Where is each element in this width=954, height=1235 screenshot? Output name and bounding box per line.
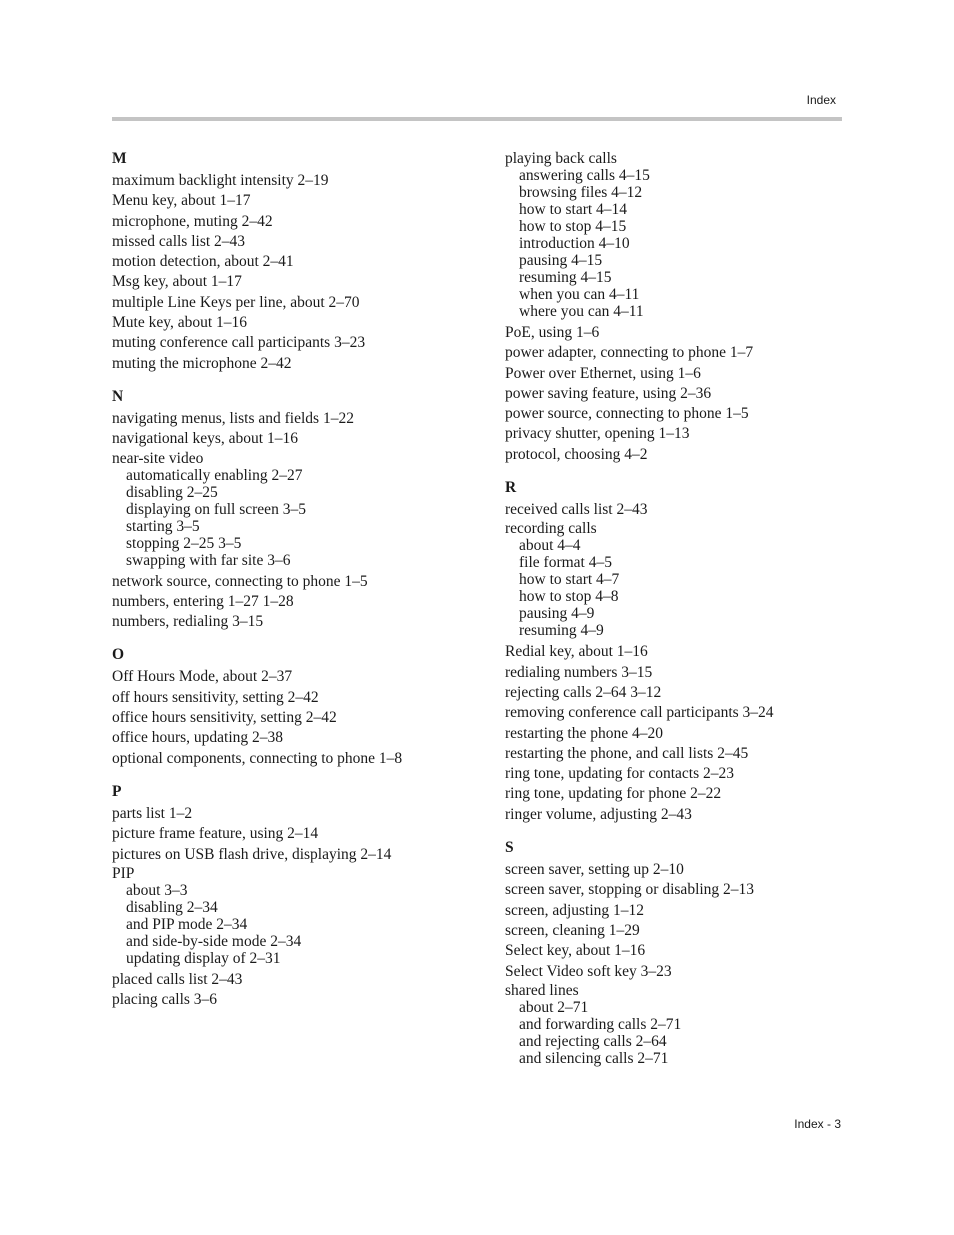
index-entry: screen saver, stopping or disabling 2–13: [505, 881, 755, 899]
index-subentry: and PIP mode 2–34: [126, 915, 248, 933]
index-entry: privacy shutter, opening 1–13: [505, 425, 690, 443]
index-entry: muting conference call participants 3–23: [112, 334, 366, 352]
index-subentry: when you can 4–11: [519, 286, 640, 303]
index-subentry: stopping 2–25 3–5: [126, 534, 242, 552]
index-entry: shared lines: [505, 981, 579, 999]
index-subentry: disabling 2–34: [126, 898, 218, 916]
index-entry: ring tone, updating for phone 2–22: [505, 785, 722, 803]
section-letter: P: [112, 782, 122, 800]
index-entry: power saving feature, using 2–36: [505, 384, 712, 402]
index-entry: office hours sensitivity, setting 2–42: [112, 709, 337, 727]
index-entry: parts list 1–2: [112, 804, 193, 822]
index-entry: Mute key, about 1–16: [112, 314, 248, 332]
header-rule: [112, 117, 842, 121]
index-subentry: where you can 4–11: [519, 303, 644, 320]
running-header: Index: [806, 93, 836, 107]
index-entry: Power over Ethernet, using 1–6: [505, 364, 701, 382]
index-entry: Menu key, about 1–17: [112, 192, 251, 210]
index-section: [112, 150, 482, 374]
index-entry: PoE, using 1–6: [505, 324, 600, 341]
index-entry: muting the microphone 2–42: [112, 354, 292, 372]
section-letter: O: [112, 646, 125, 664]
index-entry: maximum backlight intensity 2–19: [112, 172, 329, 189]
section-letter: R: [505, 479, 517, 497]
index-subentry: resuming 4–9: [519, 622, 604, 640]
index-entry: ringer volume, adjusting 2–43: [505, 805, 692, 823]
index-entry: rejecting calls 2–64 3–12: [505, 683, 662, 701]
index-subentry: automatically enabling 2–27: [126, 466, 303, 484]
section-letter: M: [112, 150, 127, 167]
index-entry: screen, cleaning 1–29: [505, 921, 640, 939]
index-entry: recording calls: [505, 520, 597, 538]
index-entry: ring tone, updating for contacts 2–23: [505, 765, 735, 783]
index-entry: Off Hours Mode, about 2–37: [112, 668, 293, 686]
index-subentry: disabling 2–25: [126, 483, 218, 501]
index-section: [112, 646, 482, 768]
index-entry: multiple Line Keys per line, about 2–70: [112, 293, 360, 311]
index-subentry: introduction 4–10: [519, 235, 630, 252]
index-subentry: resuming 4–15: [519, 269, 612, 286]
index-entry: received calls list 2–43: [505, 501, 648, 519]
index-entry: protocol, choosing 4–2: [505, 445, 648, 463]
index-subentry: starting 3–5: [126, 517, 200, 535]
index-entry: PIP: [112, 864, 135, 882]
index-section: [112, 783, 482, 1010]
index-subentry: about 2–71: [519, 998, 589, 1016]
index-entry: placing calls 3–6: [112, 991, 218, 1009]
index-subentry: updating display of 2–31: [126, 949, 281, 967]
index-entry: restarting the phone 4–20: [505, 724, 663, 742]
index-section: [505, 150, 845, 465]
index-section: [112, 388, 482, 632]
index-entry: near-site video: [112, 449, 204, 467]
index-column-left: [112, 150, 482, 1024]
index-entry: power adapter, connecting to phone 1–7: [505, 344, 754, 362]
index-entry: screen saver, setting up 2–10: [505, 861, 684, 879]
index-section: [505, 839, 845, 1070]
index-entry: Select Video soft key 3–23: [505, 962, 672, 980]
section-letter: N: [112, 387, 124, 405]
index-subentry: how to stop 4–15: [519, 218, 627, 235]
index-subentry: how to start 4–7: [519, 571, 620, 589]
index-subentry: how to stop 4–8: [519, 588, 619, 606]
index-entry: redialing numbers 3–15: [505, 663, 653, 681]
index-entry: picture frame feature, using 2–14: [112, 825, 319, 843]
index-entry: screen, adjusting 1–12: [505, 901, 645, 919]
index-entry: Redial key, about 1–16: [505, 643, 648, 661]
index-subentry: pausing 4–9: [519, 605, 595, 623]
index-subentry: and forwarding calls 2–71: [519, 1015, 682, 1033]
index-subentry: browsing files 4–12: [519, 184, 643, 201]
section-letter: S: [505, 839, 514, 857]
index-entry: numbers, redialing 3–15: [112, 613, 264, 631]
index-entry: office hours, updating 2–38: [112, 729, 284, 747]
index-subentry: and side-by-side mode 2–34: [126, 932, 302, 950]
index-entry: power source, connecting to phone 1–5: [505, 405, 749, 423]
index-entry: network source, connecting to phone 1–5: [112, 572, 368, 590]
index-entry: navigating menus, lists and fields 1–22: [112, 409, 354, 427]
index-column-right: [505, 150, 845, 1084]
index-subentry: swapping with far site 3–6: [126, 551, 291, 569]
index-entry: pictures on USB flash drive, displaying 2–14: [112, 845, 392, 863]
index-section: [505, 479, 845, 825]
index-entry: playing back calls: [505, 150, 617, 167]
index-entry: Msg key, about 1–17: [112, 273, 242, 291]
index-subentry: about 4–4: [519, 537, 581, 555]
index-entry: missed calls list 2–43: [112, 232, 246, 250]
index-entry: microphone, muting 2–42: [112, 212, 273, 230]
index-entry: Select key, about 1–16: [505, 942, 646, 960]
index-entry: motion detection, about 2–41: [112, 253, 294, 271]
index-entry: removing conference call participants 3–24: [505, 704, 774, 722]
index-entry: placed calls list 2–43: [112, 970, 243, 988]
index-subentry: file format 4–5: [519, 554, 612, 572]
index-subentry: about 3–3: [126, 881, 188, 899]
index-subentry: displaying on full screen 3–5: [126, 500, 306, 518]
index-subentry: answering calls 4–15: [519, 167, 650, 184]
index-subentry: how to start 4–14: [519, 201, 628, 218]
index-entry: optional components, connecting to phone 1–8: [112, 749, 403, 767]
index-entry: off hours sensitivity, setting 2–42: [112, 688, 319, 706]
index-entry: restarting the phone, and call lists 2–45: [505, 744, 749, 762]
index-subentry: pausing 4–15: [519, 252, 603, 269]
page-number: Index - 3: [794, 1117, 841, 1131]
index-entry: numbers, entering 1–27 1–28: [112, 592, 294, 610]
index-subentry: and silencing calls 2–71: [519, 1049, 669, 1067]
index-subentry: and rejecting calls 2–64: [519, 1032, 667, 1050]
index-entry: navigational keys, about 1–16: [112, 430, 298, 448]
